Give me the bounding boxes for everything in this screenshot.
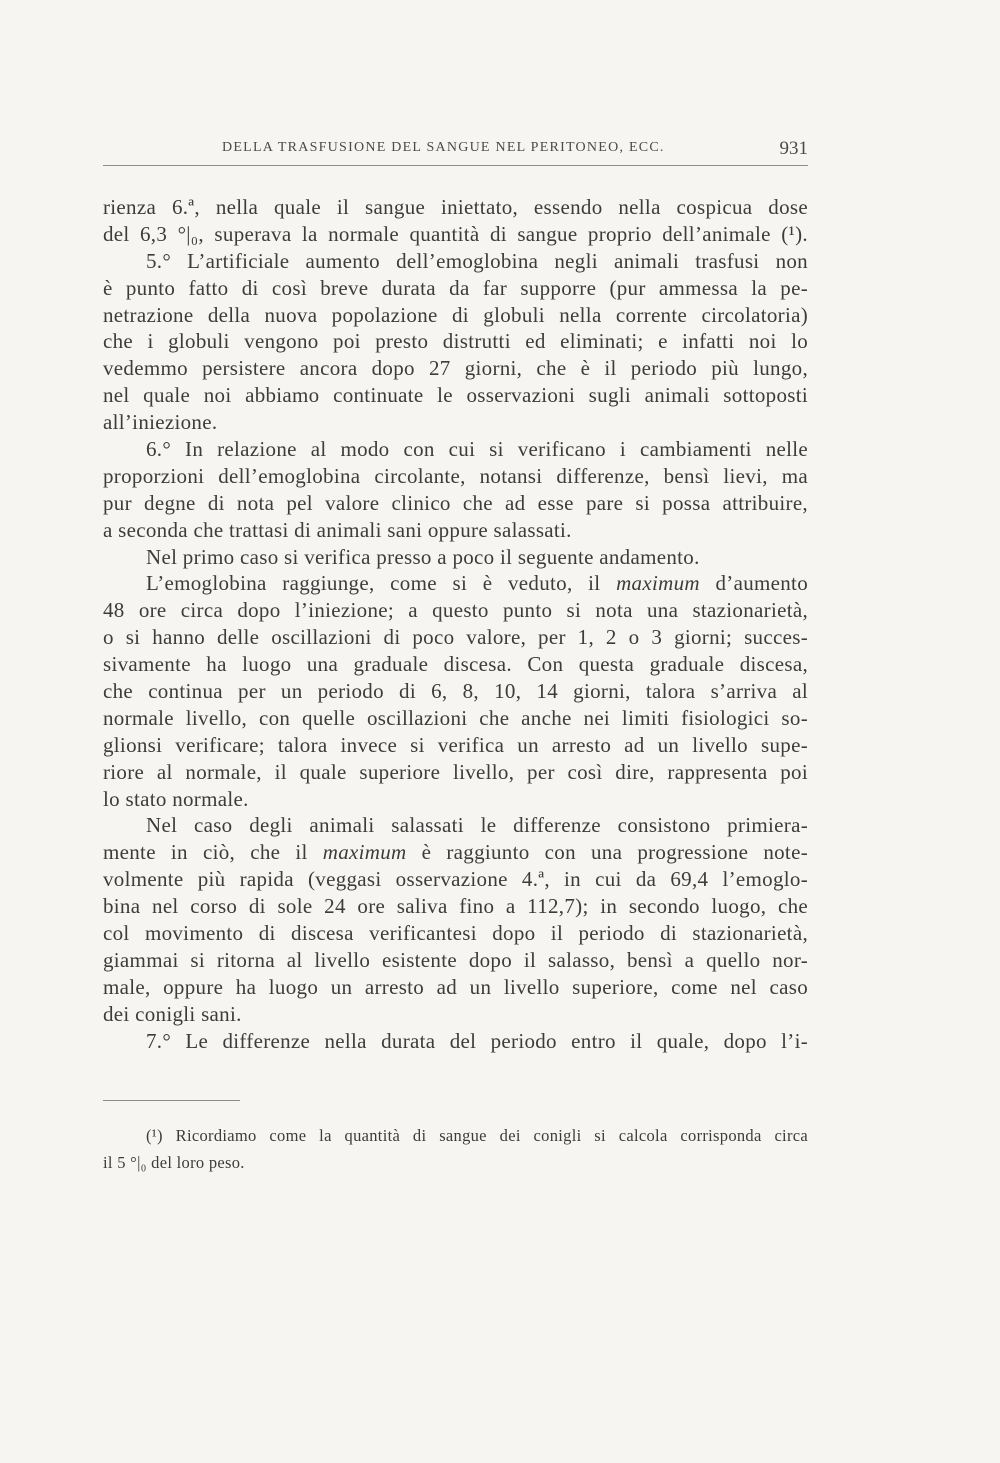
italic-term: maximum xyxy=(616,571,700,596)
text-line: netrazione della nuova popolazione di globuli nella corrente circolatoria) xyxy=(103,302,808,327)
italic-term: maximum xyxy=(322,840,407,865)
text-line: pur degne di nota pel valore clinico che ad esse pare si possa attribuire, xyxy=(103,490,808,515)
text-line xyxy=(103,839,808,866)
text-line: riore al normale, il quale superiore livello, per così dire, rappresenta poi xyxy=(103,759,808,784)
text-line: vedemmo persistere ancora dopo 27 giorni, che è il periodo più lungo, xyxy=(103,356,808,381)
text-line: bina nel corso di sole 24 ore saliva fino a 112,7); in secondo luogo, che xyxy=(103,894,808,919)
text-line: normale livello, con quelle oscillazioni che anche nei limiti fisiologici so- xyxy=(103,705,808,730)
text-segment: d’aumento xyxy=(699,571,808,596)
page-number: 931 xyxy=(779,138,808,159)
footnote-line: il 5 °|₀ del loro peso. xyxy=(103,1153,245,1172)
paragraph-end-line: a seconda che trattasi di animali sani oppure salassati. xyxy=(103,517,572,542)
paragraph-start-line: Nel caso degli animali salassati le differenze consistono primiera- xyxy=(146,813,808,838)
running-head-title: DELLA TRASFUSIONE DEL SANGUE NEL PERITONEO, ECC. xyxy=(222,140,665,155)
text-line: glionsi verificare; talora invece si verifica un arresto ad un livello supe- xyxy=(103,732,808,757)
text-line: giammai si ritorna al livello esistente dopo il salasso, bensì a quello nor- xyxy=(103,947,808,972)
header-rule xyxy=(103,165,808,166)
paragraph-end-line: all’iniezione. xyxy=(103,410,218,435)
text-segment: L’emoglobina raggiunge, come si è veduto, il xyxy=(146,571,617,596)
footnote-rule xyxy=(103,1100,240,1101)
paragraph-end-line: dei conigli sani. xyxy=(103,1001,242,1026)
text-line: del 6,3 °|₀, superava la normale quantità di sangue proprio dell’animale (¹). xyxy=(103,221,808,246)
text-line: sivamente ha luogo una graduale discesa. Con questa graduale discesa, xyxy=(103,652,808,677)
text-line: 48 ore circa dopo l’iniezione; a questo punto si nota una stazionarietà, xyxy=(103,598,808,623)
paragraph-start-line: 7.° Le differenze nella durata del periodo entro il quale, dopo l’i- xyxy=(146,1028,808,1053)
text-line: volmente più rapida (veggasi osservazione 4.ª, in cui da 69,4 l’emoglo- xyxy=(103,867,808,892)
text-line: che continua per un periodo di 6, 8, 10, 14 giorni, talora s’arriva al xyxy=(103,679,808,704)
paragraph-line: Nel primo caso si verifica presso a poco il seguente andamento. xyxy=(146,544,700,569)
text-line: proporzioni dell’emoglobina circolante, notansi differenze, bensì lievi, ma xyxy=(103,463,808,488)
paragraph-start-line xyxy=(103,570,808,597)
text-segment: è raggiunto con una progressione note- xyxy=(406,840,808,865)
paragraph-start-line: 5.° L’artificiale aumento dell’emoglobina negli animali trasfusi non xyxy=(146,248,808,273)
text-line: col movimento di discesa verificantesi dopo il periodo di stazionarietà, xyxy=(103,921,808,946)
text-segment: mente in ciò, che il xyxy=(103,840,323,865)
text-line: male, oppure ha luogo un arresto ad un livello superiore, come nel caso xyxy=(103,974,808,999)
text-line: o si hanno delle oscillazioni di poco valore, per 1, 2 o 3 giorni; succes- xyxy=(103,625,808,650)
text-line: rienza 6.ª, nella quale il sangue iniettato, essendo nella cospicua dose xyxy=(103,195,808,219)
body-text xyxy=(103,194,808,1055)
paragraph-end-line: lo stato normale. xyxy=(103,786,249,811)
paragraph-start-line: 6.° In relazione al modo con cui si verificano i cambiamenti nelle xyxy=(146,437,808,462)
text-line: nel quale noi abbiamo continuate le osservazioni sugli animali sottoposti xyxy=(103,383,808,408)
text-line: è punto fatto di così breve durata da far supporre (pur ammessa la pe- xyxy=(103,275,808,300)
footnote-line: (¹) Ricordiamo come la quantità di sangue dei conigli si calcola corrisponda circa xyxy=(146,1126,808,1145)
footnote xyxy=(103,1122,808,1176)
text-line: che i globuli vengono poi presto distrutti ed eliminati; e infatti noi lo xyxy=(103,329,808,354)
